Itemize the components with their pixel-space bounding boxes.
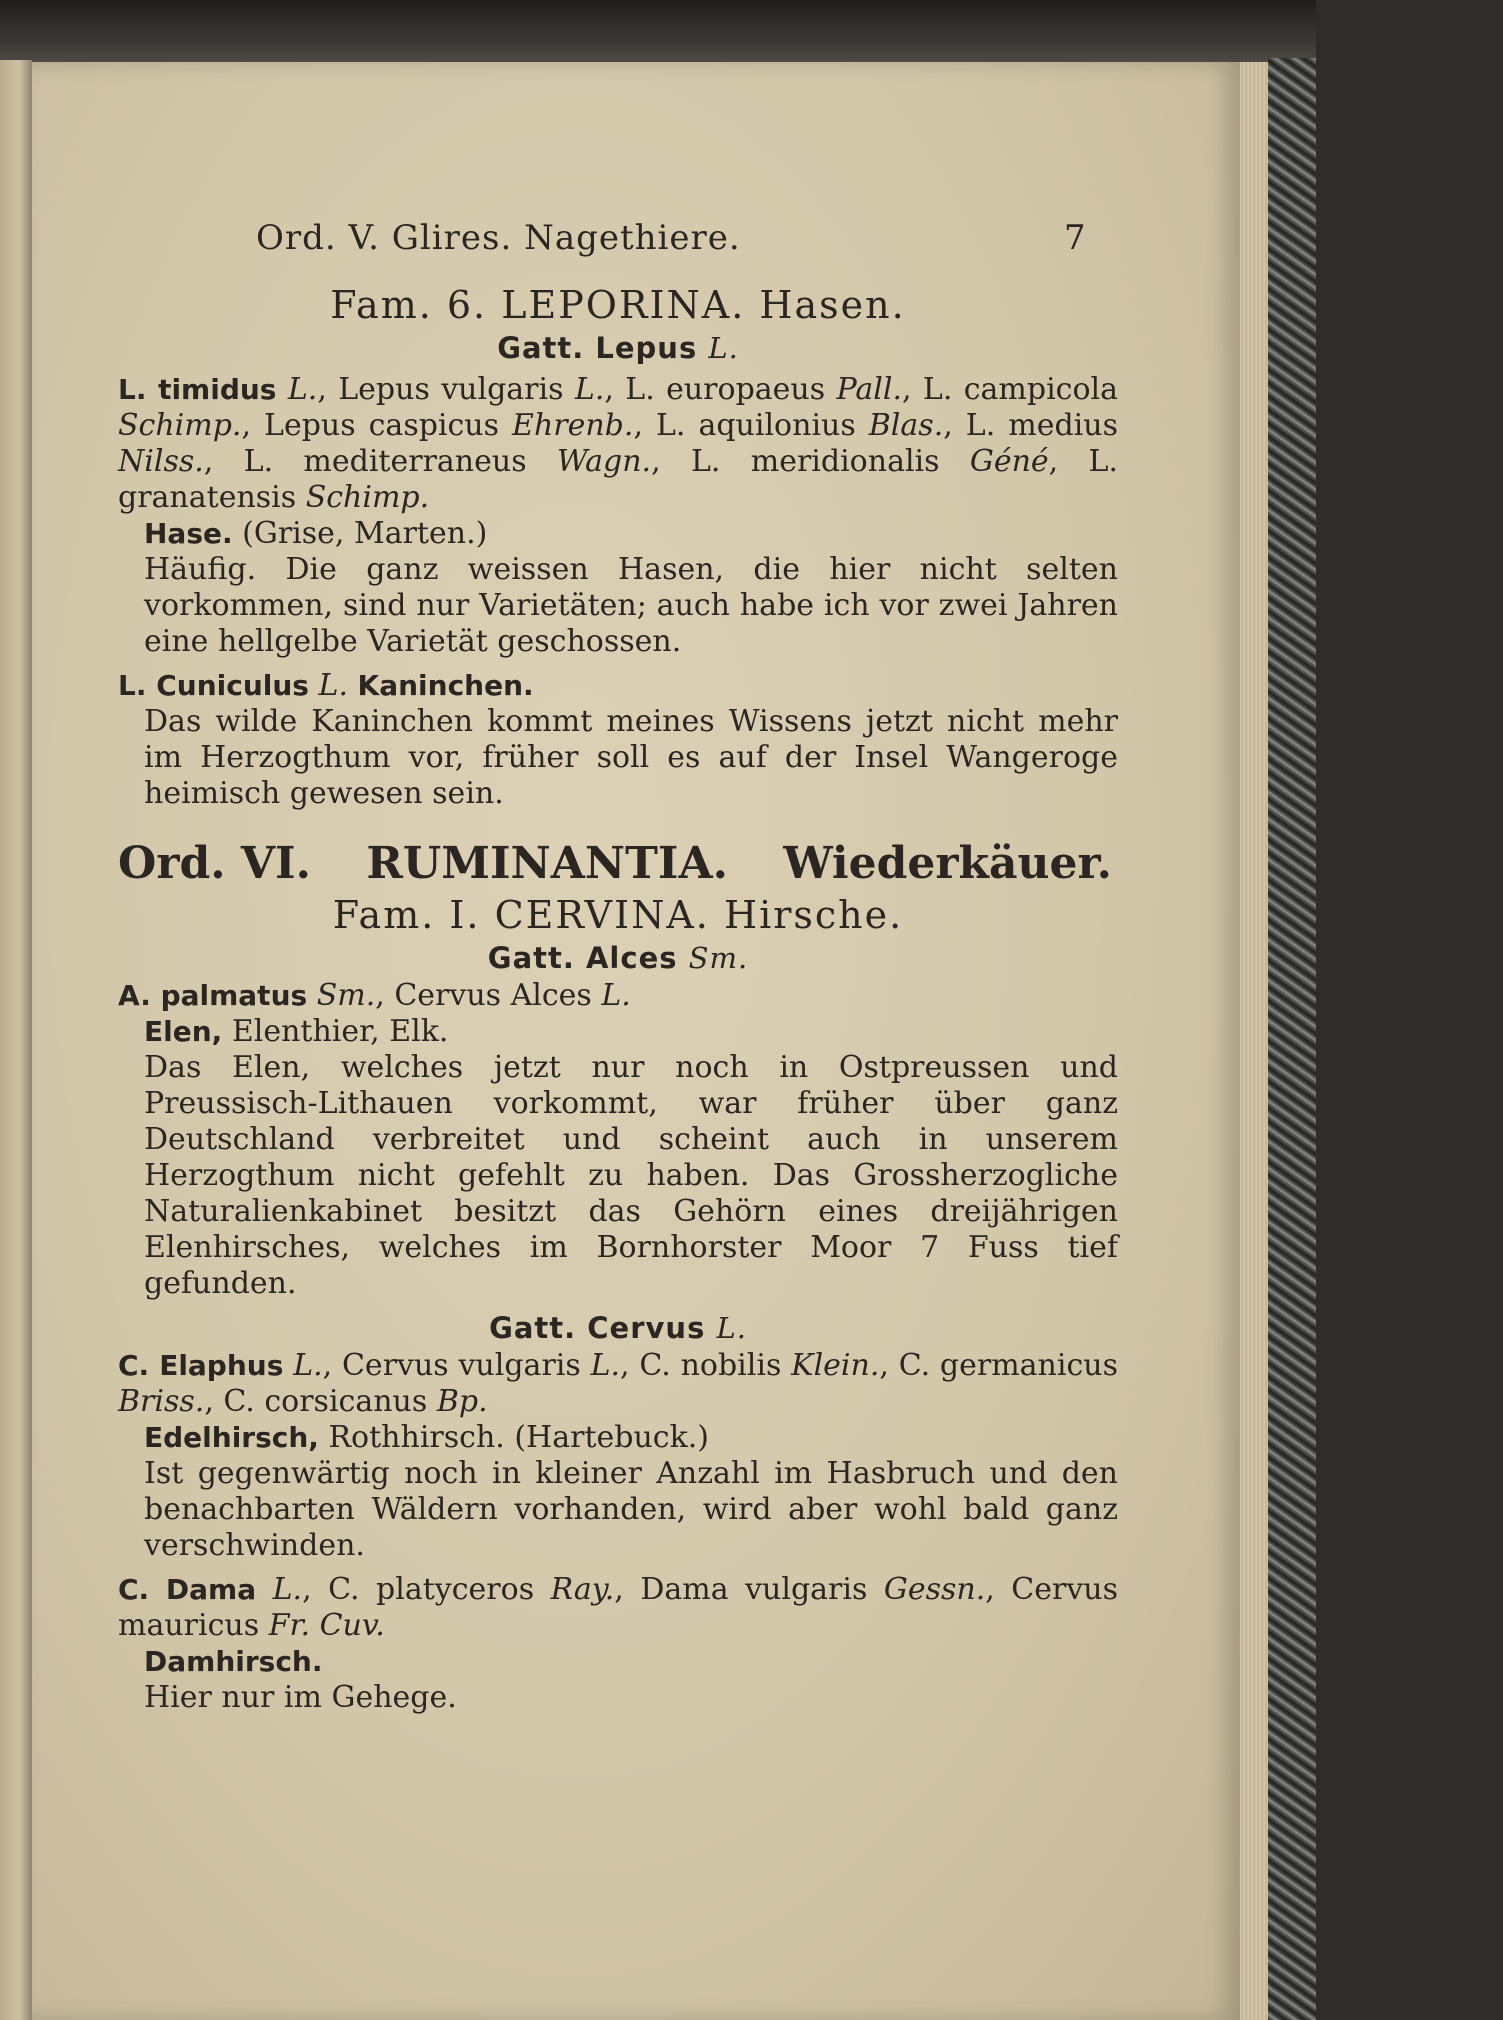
page-stack-edge: [1240, 62, 1268, 2020]
synonym-author: Wagn.: [556, 444, 652, 479]
genus-heading-alces: [118, 938, 1118, 978]
genus-heading-cervus: [118, 1308, 1118, 1348]
common-name: Edelhirsch,: [144, 1421, 319, 1454]
species-entry-lepus-cuniculus: [118, 668, 1118, 704]
species-description: Das wilde Kaninchen kommt meines Wissens jetzt nicht mehr im Herzogthum vor, früher soll es auf der Insel Wangeroge heimisch gewesen sein.: [144, 704, 1118, 811]
species-name: C. Dama: [118, 1573, 257, 1606]
synonym-author: Schimp.: [305, 480, 430, 515]
common-name: Kaninchen.: [357, 669, 534, 702]
species-name: L. Cuniculus: [118, 669, 309, 702]
synonym-author: Blas.: [868, 408, 944, 443]
synonym-text: , Cervus vulgaris: [322, 1348, 591, 1383]
synonym-text: , Lepus caspicus: [241, 408, 513, 443]
synonym-author: L.: [272, 1572, 303, 1607]
synonym-text: [256, 1572, 273, 1607]
scan-background-right: [1316, 0, 1503, 2020]
synonym-author: L.: [601, 978, 631, 1013]
synonym-author: L.: [293, 1348, 323, 1383]
synonym-author: Pall.: [836, 372, 902, 407]
synonym-author: Schimp.: [118, 408, 242, 443]
order-latin: RUMINANTIA.: [366, 838, 728, 889]
synonym-author: Ehrenb.: [512, 408, 634, 443]
page-number: 7: [1064, 218, 1087, 258]
genus-name: Gatt. Cervus: [489, 1311, 706, 1345]
order-label: [118, 836, 311, 892]
synonym-list: [307, 978, 631, 1013]
synonym-text: , L. meridionalis: [651, 444, 970, 479]
synonym-text: , C. platyceros: [302, 1572, 551, 1607]
synonym-text: , Lepus vulgaris: [317, 372, 575, 407]
species-entry-alces-palmatus: [118, 978, 1118, 1014]
running-title: Ord. V. Glires. Nagethiere.: [256, 218, 741, 258]
order-heading-ruminantia: [118, 836, 1118, 892]
species-description: Häufig. Die ganz weissen Hasen, die hier nicht selten vorkommen, sind nur Varietäten; auch habe ich vor zwei Jahren eine hellgelbe Varietät geschossen.: [144, 552, 1118, 659]
synonym-text: , Dama vulgaris: [614, 1572, 884, 1607]
species-description: Hier nur im Gehege.: [144, 1680, 457, 1715]
common-name: Hase.: [144, 517, 233, 550]
synonym-text: [283, 1348, 293, 1383]
common-name-line: [118, 1420, 1118, 1456]
synonym-text: [307, 978, 317, 1013]
synonym-text: , C. germanicus: [879, 1348, 1118, 1383]
synonym-text: , Cervus mauricus: [118, 1572, 1119, 1643]
synonym-text: , Cervus Alces: [375, 978, 602, 1013]
family-heading-cervina: Fam. I. CERVINA. Hirsche.: [332, 893, 904, 937]
marbled-cover: [1268, 58, 1316, 2020]
genus-name: Gatt. Alces: [487, 941, 678, 975]
synonym-author: Fr. Cuv.: [268, 1608, 385, 1643]
species-name: L. timidus: [118, 373, 277, 406]
synonym-author: Géné: [969, 444, 1049, 479]
species-description: Das Elen, welches jetzt nur noch in Ostpreussen und Preussisch-Lithauen vorkommt, war früher über ganz Deutschland verbreitet und scheint auch in unserem Herzogthum nicht gefehlt zu haben. Das Grossherzogliche Naturalienkabinet besitzt das Gehörn eines dreijährigen Elenhirsches, welches im Bornhorster Moor 7 Fuss tief gefunden.: [144, 1050, 1118, 1301]
genus-author: Sm.: [688, 941, 749, 975]
genus-heading-lepus: [118, 328, 1118, 368]
species-entry-cervus-dama: [118, 1572, 1118, 1644]
synonym-text: , L. mediterraneus: [203, 444, 557, 479]
common-name-line: [118, 1644, 1118, 1680]
species-description: Ist gegenwärtig noch in kleiner Anzahl im Hasbruch und den benachbarten Wäldern vorhanden, wird aber wohl bald ganz verschwinden.: [144, 1456, 1118, 1563]
order-number: VI.: [240, 838, 311, 889]
synonym-author: Bp.: [436, 1384, 488, 1419]
synonym-text: , C. nobilis: [620, 1348, 792, 1383]
order-abbrev: Ord.: [118, 838, 226, 889]
species-author: L.: [318, 668, 348, 703]
synonym-text: , L. aquilonius: [633, 408, 869, 443]
common-name-rest: (Grise, Marten.): [232, 516, 488, 551]
synonym-author: Gessn.: [883, 1572, 986, 1607]
common-name-rest: Elenthier, Elk.: [222, 1014, 449, 1049]
common-name-line: [118, 516, 1118, 552]
synonym-text: , C. corsicanus: [204, 1384, 437, 1419]
synonym-text: [276, 372, 287, 407]
species-entry-lepus-timidus: [118, 372, 1118, 516]
common-name-line: [118, 1014, 1118, 1050]
genus-author: L.: [716, 1311, 747, 1345]
synonym-author: Klein.: [791, 1348, 880, 1383]
running-header: [118, 218, 1087, 260]
synonym-author: L.: [287, 372, 318, 407]
genus-name: Gatt. Lepus: [497, 331, 698, 365]
synonym-author: Sm.: [316, 978, 376, 1013]
synonym-author: Briss.: [118, 1384, 205, 1419]
synonym-list: [118, 1572, 1118, 1643]
family-heading-leporina: Fam. 6. LEPORINA. Hasen.: [330, 283, 906, 327]
order-german: Wiederkäuer.: [783, 838, 1112, 889]
synonym-author: Ray.: [550, 1572, 615, 1607]
species-name: C. Elaphus: [118, 1349, 284, 1382]
common-name: Elen,: [144, 1015, 223, 1048]
synonym-text: , L. medius: [943, 408, 1118, 443]
species-name: A. palmatus: [118, 979, 308, 1012]
species-entry-cervus-elaphus: [118, 1348, 1118, 1420]
synonym-author: L.: [590, 1348, 621, 1383]
synonym-text: , L. europaeus: [604, 372, 837, 407]
synonym-text: , L. campicola: [901, 372, 1119, 407]
common-name-rest: Rothhirsch. (Hartebuck.): [318, 1420, 709, 1455]
synonym-text: , L. granatensis: [118, 444, 1118, 515]
common-name: Damhirsch.: [144, 1645, 323, 1678]
synonym-author: Nilss.: [118, 444, 204, 479]
synonym-author: L.: [574, 372, 605, 407]
facing-page-edge: [0, 60, 32, 2020]
genus-author: L.: [708, 331, 739, 365]
